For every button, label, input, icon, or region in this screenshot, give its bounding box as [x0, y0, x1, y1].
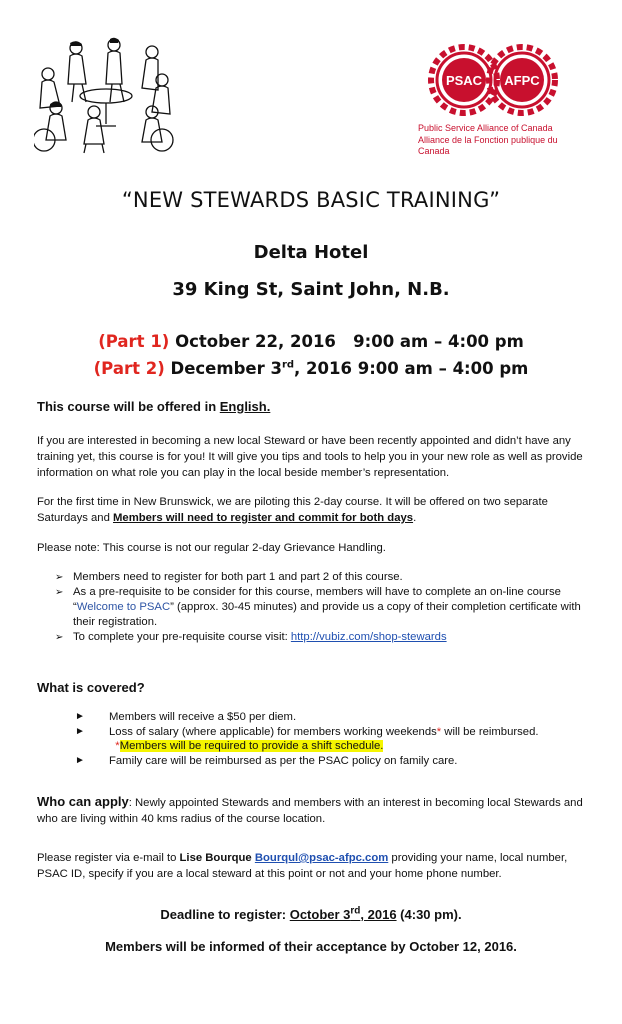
page-title: “NEW STEWARDS BASIC TRAINING” [121, 188, 501, 212]
part-2-label: (Part 2) [93, 359, 165, 378]
arrow-bullet-icon: ➢ [55, 632, 64, 643]
offered-language-value: English. [219, 399, 271, 414]
arrow-bullet-icon: ➢ [55, 587, 64, 598]
acceptance-notice: Members will be informed of their acceptance by October 12, 2016. [105, 939, 517, 954]
logo-name-en: Public Service Alliance of Canada [418, 123, 553, 133]
triangle-bullet-icon: ► [75, 725, 85, 737]
psac-afpc-logo [418, 40, 588, 156]
contact-email-link[interactable]: Bourqul@psac-afpc.com [254, 852, 389, 864]
welcome-course-name: Welcome to PSAC [76, 601, 171, 613]
venue-address: 39 King St, Saint John, N.B. [172, 279, 450, 300]
covered-list [75, 710, 595, 768]
who-can-apply: Who can apply: Newly appointed Stewards and members with an interest in becoming local Stewards and who are living within 40 kms radius of the course location. [37, 794, 583, 825]
part-2-date: December 3rd, 2016 [170, 359, 352, 378]
who-can-apply-label: Who can apply [37, 794, 129, 809]
list-item: ➢ Members need to register for both part 1 and part 2 of this course. [55, 571, 403, 583]
deadline-line: Deadline to register: October 3rd, 2016 (4:30 pm). [160, 905, 462, 922]
deadline-date: October 3rd, 2016 [289, 905, 397, 922]
register-paragraph: Please register via e-mail to Lise Bourque Bourqul@psac-afpc.com providing your name, local number, PSAC ID, specify if you are a local steward at this point or not and your home phone number. [37, 852, 568, 880]
list-item: ► Loss of salary (where applicable) for members working weekends* will be reimbursed. *Members will be required to provide a shift schedule. [75, 725, 539, 752]
venue-hotel: Delta Hotel [253, 242, 369, 263]
note-paragraph: Please note: This course is not our regular 2-day Grievance Handling. [37, 542, 386, 554]
pilot-paragraph: For the first time in New Brunswick, we are piloting this 2-day course. It will be offered on two separate Saturdays and Members will need to register and commit for both days. [37, 496, 548, 524]
part-2-line [0, 359, 622, 378]
list-item: ➢ To complete your pre-requisite course visit: http://vubiz.com/shop-stewards [55, 631, 447, 643]
contact-name: Lise Bourque [179, 852, 252, 864]
list-item: ► Members will receive a $50 per diem. [75, 711, 297, 723]
group-meeting-illustration [34, 36, 174, 154]
header [0, 0, 622, 170]
triangle-bullet-icon: ► [75, 754, 85, 766]
part-1-label: (Part 1) [98, 332, 170, 351]
intro-paragraph: If you are interested in becoming a new local Steward or have been recently appointed and didn’t have any training yet, this course is for you! It will give you tips and tools to help you in your new role as well as provide information on what role you can play in the local beside member’s representation. [37, 435, 583, 479]
triangle-bullet-icon: ► [75, 711, 85, 722]
part-1-date: October 22, 2016 [175, 332, 336, 351]
list-item: ► Family care will be reimbursed as per the PSAC policy on family care. [75, 754, 458, 767]
list-item: ➢ As a pre-requisite to be consider for this course, members will have to complete an on-line course “Welcome to PSAC” (approx. 30-45 minutes) and provide us a copy of their completion certificate with their registration. [55, 586, 581, 628]
offered-language: This course will be offered in English. [37, 399, 271, 414]
logo-afpc-text: AFPC [504, 73, 540, 88]
logo-name-fr: Alliance de la Fonction publique du Canada [418, 135, 558, 156]
part-1-line [0, 332, 622, 351]
covered-heading: What is covered? [37, 680, 145, 695]
prerequisite-course-link[interactable]: http://vubiz.com/shop-stewards [290, 631, 447, 643]
part-1-time: 9:00 am – 4:00 pm [353, 332, 524, 351]
part-2-time: 9:00 am – 4:00 pm [357, 359, 529, 378]
requirements-list [55, 570, 595, 645]
logo-psac-text: PSAC [445, 73, 483, 88]
arrow-bullet-icon: ➢ [55, 572, 64, 583]
shift-schedule-note: Members will be required to provide a shift schedule. [119, 740, 384, 752]
